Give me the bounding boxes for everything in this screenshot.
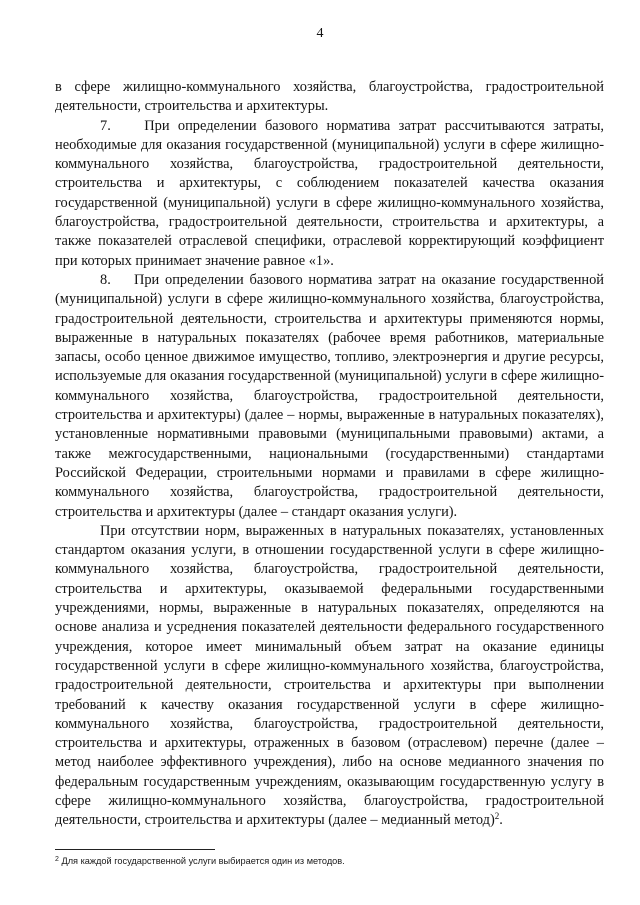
- paragraph-continuation: в сфере жилищно-коммунального хозяйства, благоустройства, градостроительной деятельности, строительства и архитектуры.: [55, 79, 604, 115]
- paragraph-no-norms-text: При отсутствии норм, выраженных в натуральных показателях, установленных стандартом оказания услуги, в отношении государственной услуги в сфере жилищно-коммунального хозяйства, благоустройства, градостроительной деятельности, строительства и архитектуры, оказываемой федеральными государственными учреждениями, нормы, выраженные в натуральных показателях, определяются на основе анализа и усреднения показателей деятельности федерального государственного учреждения, которое имеет минимальный объем затрат на оказание единицы государственной услуги в сфере жилищно-коммунального хозяйства, благоустройства, градостроительной деятельности, строительства и архитектуры при выполнении требований к качеству оказания государственной услуги в сфере жилищно-коммунального хозяйства, благоустройства, градостроительной деятельности, строительства и архитектуры, отраженных в базовом (отраслевом) перечне (далее – метод наиболее эффективного учреждения), либо на основе медианного значения по федеральным государственным учреждениям, оказывающим государственную услугу в сфере жилищно-коммунального хозяйства, благоустройства, градостроительной деятельности, строительства и архитектуры (далее – медианный метод): [55, 522, 604, 829]
- paragraph-item-8: 8. При определении базового норматива затрат на оказание государственной (муниципальной) услуги в сфере жилищно-коммунального хозяйства, благоустройства, градостроительной деятельности, строительства и архитектуры применяются нормы, выраженные в натуральных показателях (рабочее время работников, материальные запасы, особо ценное движимое имущество, топливо, электроэнергия и другие ресурсы, используемые для оказания государственной (муниципальной) услуги в сфере жилищно-коммунального хозяйства, благоустройства, градостроительной деятельности, строительства и архитектуры) (далее – нормы, выраженные в натуральных показателях), установленные нормативными правовыми (муниципальными правовыми) актами, а также межгосударственными, национальными (государственными) стандартами Российской Федерации, строительными нормами и правилами в сфере жилищно-коммунального хозяйства, благоустройства, градостроительной деятельности, строительства и архитектуры (далее – стандарт оказания услуги).: [55, 271, 604, 520]
- page-number: 4: [316, 26, 324, 41]
- paragraph-no-norms: [55, 522, 604, 831]
- paragraph-item-7: 7. При определении базового норматива затрат рассчитываются затраты, необходимые для оказания государственной (муниципальной) услуги в сфере жилищно-коммунального хозяйства, благоустройства, градостроительной деятельности, строительства и архитектуры, с соблюдением показателей качества оказания государственной (муниципальной) услуги в сфере жилищно-коммунального хозяйства, благоустройства, градостроительной деятельности, строительства и архитектуры, а также показателей отраслевой специфики, отраслевой корректирующий коэффициент при которых принимает значение равное «1».: [55, 117, 604, 269]
- footnote-reference[interactable]: 2: [494, 811, 500, 822]
- footnote-marker: 2: [55, 856, 59, 863]
- footnote-separator: [55, 849, 215, 850]
- footnote: [55, 855, 604, 867]
- paragraph-end-period: .: [499, 812, 503, 829]
- footnote-text: Для каждой государственной услуги выбирается один из методов.: [61, 856, 345, 866]
- document-body: [55, 78, 604, 831]
